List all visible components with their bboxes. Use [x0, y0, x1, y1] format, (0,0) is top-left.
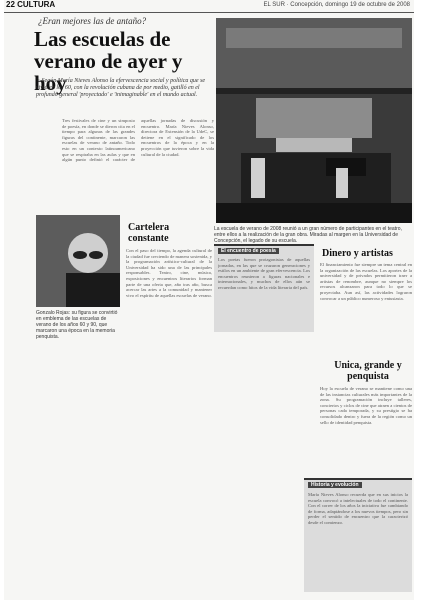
unica-body: Hoy la escuela de verano se mantiene como una de las instancias culturales más importantes de la zona. Su programación incluye talleres, conciertos y ciclos de cine que atraen a cientos de personas cada temporada, y su prestigio se ha consolidado dentro y fuera de la región como un sello de identidad penquista.	[320, 386, 412, 425]
portrait-photo	[36, 215, 120, 307]
sidebar-box-heading: El encuentro de poesía	[218, 248, 279, 254]
concert-hall-image	[216, 18, 412, 223]
concert-hall-photo	[216, 18, 412, 223]
page-folio: EL SUR · Concepción, domingo 19 de octubre de 2008	[263, 2, 410, 8]
portrait-image	[36, 215, 120, 307]
sidebar-box-poetry	[214, 244, 314, 332]
sidebar-box-body: Los poetas fueron protagonistas de aquellas jornadas, en las que se cruzaron generaciones y estilos en un ambiente de gran efervescencia. Los encuentros reunieron a figuras nacionales e internacionales, y muchos de ellos aún se recuerdan como hitos de la vida literaria del país.	[218, 257, 310, 290]
article-body: Tres festivales de cine y un simposio de poesía, en donde se dieron cita en el tiempo para algunas de las grandes figuras del continente, marcaron las escuelas de verano de antaño. Todo esto en un contexto latinoamericano que se respiraba en las aulas y que en algún punto definió el carácter de aquellas jornadas de discusión y encuentro. María Nieves Alonso, directora de Extensión de la UdeC, se detiene en el significado de los encuentros de la época y en la proyección que tuvieron sobre la vida cultural de la ciudad.	[62, 118, 214, 163]
article-headline: Las escuelas de verano de ayer y hoy	[34, 27, 183, 95]
history-box-body: María Nieves Alonso recuerda que en sus inicios la escuela convocó a intelectuales de todo el continente. Con el correr de los años la iniciativa fue cambiando de forma, adaptándose a los nuevos tiempos, pero sin perder el sentido de encuentro que la caracterizó desde el comienzo.	[308, 492, 408, 525]
subheading-unica: Unica, grande y penquista	[334, 360, 402, 382]
article-kicker: ¿Eran mejores las de antaño?	[38, 16, 147, 26]
subheading-dinero: Dinero y artistas	[322, 248, 393, 259]
dinero-body: El financiamiento fue siempre un tema central en la organización de las escuelas. Los aportes de la universidad y de privados permitieron traer a artistas de renombre, aunque no siempre los recursos alcanzaron para todo lo que se proyectaba. Aun así, las actividades lograron convocar a un público numeroso y entusiasta.	[320, 262, 412, 301]
newspaper-page	[4, 0, 414, 600]
subheading-cartelera: Cartelera constante	[128, 222, 170, 244]
sidebar-box-history	[304, 478, 412, 592]
section-label: 22 CULTURA	[6, 0, 56, 9]
article-lede: > Según María Nieves Alonso la efervescencia social y política que se vivió en los 60, con la revolución cubana de por medio, gatilló en el profundo general 'proyectado' e 'inimaginable' en el mundo actual.	[36, 78, 206, 98]
main-photo-caption: La escuela de verano de 2008 reunió a un gran número de participantes en el teatro, entre ellos a la realización de la gran obra. Miradas al margen en la Universidad de Concepción, el legado de su escuela.	[214, 226, 402, 244]
history-box-heading: Historia y evolución	[308, 482, 362, 488]
cartelera-body: Con el paso del tiempo, la agenda cultural de la ciudad fue creciendo de manera sostenida, y la programación artístico-cultural de la Universidad ha sido una de las principales responsables. Teatro, cine, música, exposiciones y encuentros literarios forman parte de una oferta que, año tras año, busca acercar las artes a la comunidad y mantener vivo el espíritu de aquellas escuelas de verano.	[126, 248, 212, 298]
page-header	[4, 0, 414, 13]
portrait-caption: Gonzalo Rojas: su figura se convirtió en emblema de las escuelas de verano de los años 60 y 90, que marcaron una época en la memoria penquista.	[36, 310, 118, 340]
